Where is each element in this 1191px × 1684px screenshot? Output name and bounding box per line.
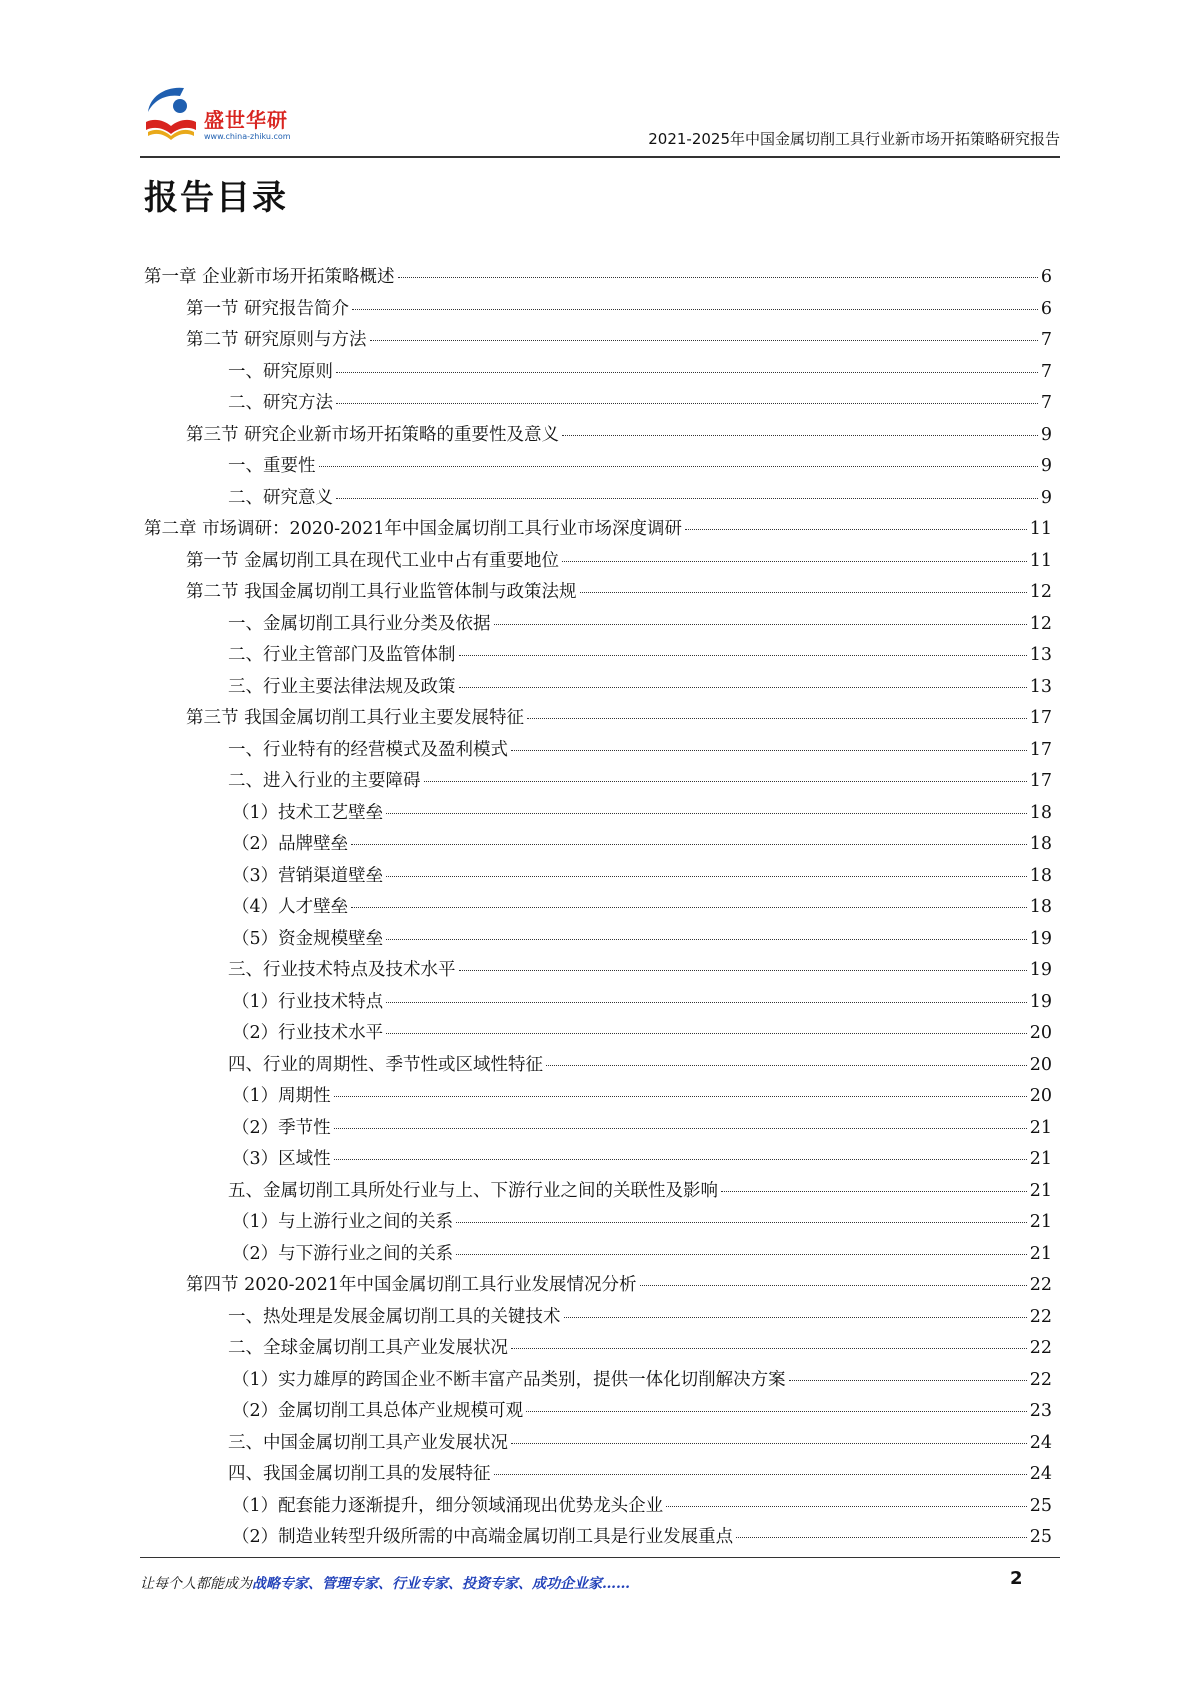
toc-entry-text: 一、重要性 xyxy=(228,456,316,476)
toc-entry-text: 三、行业主要法律法规及政策 xyxy=(228,676,456,697)
toc-entry-page: 7 xyxy=(1040,330,1052,350)
toc-dot-leader xyxy=(789,1380,1027,1381)
toc-entry-page: 20 xyxy=(1029,1086,1052,1106)
toc-entry-text: 一、行业特有的经营模式及盈利模式 xyxy=(228,739,508,760)
toc-dot-leader xyxy=(459,687,1027,688)
toc-dot-leader xyxy=(511,750,1027,751)
toc-entry[interactable] xyxy=(144,987,1052,1019)
toc-entry-page: 7 xyxy=(1040,393,1052,413)
toc-entry-page: 24 xyxy=(1029,1464,1052,1484)
toc-entry-text: （2）品牌壁垒 xyxy=(232,834,349,854)
toc-dot-leader xyxy=(546,1065,1027,1066)
toc-dot-leader xyxy=(640,1285,1027,1286)
toc-entry-text: （2）季节性 xyxy=(232,1117,331,1138)
toc-dot-leader xyxy=(319,466,1038,467)
toc-entry[interactable] xyxy=(144,357,1052,389)
toc-entry[interactable] xyxy=(144,640,1052,672)
report-title: 2021-2025年中国金属切削工具行业新市场开拓策略研究报告 xyxy=(648,130,1060,148)
toc-entry-text: 一、金属切削工具行业分类及依据 xyxy=(228,613,491,634)
toc-entry[interactable] xyxy=(144,829,1052,861)
toc-entry-page: 19 xyxy=(1029,991,1052,1012)
header-divider xyxy=(140,156,1060,158)
toc-entry-text: 第一节 金属切削工具在现代工业中占有重要地位 xyxy=(186,550,560,571)
toc-entry[interactable] xyxy=(144,672,1052,704)
toc-entry[interactable] xyxy=(144,1239,1052,1271)
toc-entry[interactable] xyxy=(144,1081,1052,1113)
toc-entry[interactable] xyxy=(144,861,1052,893)
toc-dot-leader xyxy=(386,939,1027,940)
toc-entry-page: 21 xyxy=(1029,1117,1052,1138)
toc-dot-leader xyxy=(580,592,1027,593)
toc-entry[interactable] xyxy=(144,325,1052,357)
toc-entry-page: 9 xyxy=(1040,487,1052,508)
logo-book-icon xyxy=(140,84,202,146)
toc-entry[interactable] xyxy=(144,514,1052,546)
toc-entry-text: 二、研究意义 xyxy=(228,487,333,508)
toc-entry-text: （2）行业技术水平 xyxy=(232,1023,384,1043)
toc-entry[interactable] xyxy=(144,262,1052,294)
toc-entry-text: 二、全球金属切削工具产业发展状况 xyxy=(228,1338,508,1358)
toc-dot-leader xyxy=(511,1443,1027,1444)
toc-entry[interactable] xyxy=(144,1302,1052,1334)
toc-entry-page: 19 xyxy=(1029,960,1052,980)
toc-dot-leader xyxy=(685,529,1027,530)
toc-entry-page: 9 xyxy=(1040,456,1052,476)
toc-entry-text: 第三节 我国金属切削工具行业主要发展特征 xyxy=(186,708,525,728)
toc-entry-text: 四、行业的周期性、季节性或区域性特征 xyxy=(228,1054,543,1075)
footer-slogan xyxy=(140,1573,630,1593)
toc-entry-page: 9 xyxy=(1040,424,1052,445)
toc-dot-leader xyxy=(386,1033,1027,1034)
toc-entry-text: 二、研究方法 xyxy=(228,393,333,413)
toc-dot-leader xyxy=(336,403,1038,404)
toc-entry[interactable] xyxy=(144,1144,1052,1176)
toc-entry-text: （2）制造业转型升级所需的中高端金属切削工具是行业发展重点 xyxy=(232,1527,734,1547)
toc-entry-text: 一、热处理是发展金属切削工具的关键技术 xyxy=(228,1306,561,1327)
toc-entry-text: （2）与下游行业之间的关系 xyxy=(232,1243,454,1264)
toc-entry[interactable] xyxy=(144,1113,1052,1145)
slogan-highlight: 战略专家、管理专家、行业专家、投资专家、成功企业家…… xyxy=(252,1576,630,1592)
toc-dot-leader xyxy=(527,718,1027,719)
toc-entry-page: 24 xyxy=(1029,1432,1052,1453)
toc-dot-leader xyxy=(494,1474,1027,1475)
toc-entry-text: 二、进入行业的主要障碍 xyxy=(228,771,421,791)
toc-entry-page: 18 xyxy=(1029,802,1052,823)
toc-dot-leader xyxy=(721,1191,1027,1192)
toc-dot-leader xyxy=(511,1348,1027,1349)
toc-dot-leader xyxy=(351,844,1027,845)
toc-dot-leader xyxy=(564,1317,1027,1318)
toc-entry-page: 22 xyxy=(1029,1338,1052,1358)
toc-entry[interactable] xyxy=(144,1491,1052,1523)
toc-entry-page: 25 xyxy=(1029,1495,1052,1516)
toc-entry[interactable] xyxy=(144,1050,1052,1082)
toc-entry-page: 13 xyxy=(1029,676,1052,697)
toc-entry[interactable] xyxy=(144,924,1052,956)
toc-entry-page: 17 xyxy=(1029,708,1052,728)
toc-dot-leader xyxy=(459,970,1027,971)
slogan-prefix: 让每个人都能成为 xyxy=(140,1576,252,1592)
toc-dot-leader xyxy=(334,1128,1027,1129)
toc-entry[interactable] xyxy=(144,420,1052,452)
toc-entry[interactable] xyxy=(144,294,1052,326)
toc-dot-leader xyxy=(334,1096,1027,1097)
toc-entry-page: 6 xyxy=(1040,298,1052,319)
toc-entry-page: 19 xyxy=(1029,928,1052,949)
toc-entry-page: 13 xyxy=(1029,645,1052,665)
toc-entry-page: 11 xyxy=(1029,550,1052,571)
toc-entry[interactable] xyxy=(144,1365,1052,1397)
company-logo xyxy=(140,82,310,146)
toc-entry[interactable] xyxy=(144,1270,1052,1302)
toc-entry-text: 五、金属切削工具所处行业与上、下游行业之间的关联性及影响 xyxy=(228,1180,718,1201)
toc-dot-leader xyxy=(456,1222,1027,1223)
toc-entry[interactable] xyxy=(144,451,1052,483)
table-of-contents xyxy=(144,262,1052,1554)
footer-divider xyxy=(140,1557,1060,1558)
toc-entry[interactable] xyxy=(144,955,1052,987)
toc-entry-page: 22 xyxy=(1029,1369,1052,1390)
toc-entry-text: 第四节 2020-2021年中国金属切削工具行业发展情况分析 xyxy=(186,1275,637,1295)
toc-entry-text: 第二节 研究原则与方法 xyxy=(186,330,367,350)
toc-dot-leader xyxy=(352,309,1038,310)
toc-dot-leader xyxy=(562,435,1038,436)
toc-entry[interactable] xyxy=(144,703,1052,735)
toc-entry-page: 25 xyxy=(1029,1527,1052,1547)
toc-entry[interactable] xyxy=(144,1428,1052,1460)
toc-entry-text: （3）区域性 xyxy=(232,1149,331,1169)
toc-entry[interactable] xyxy=(144,388,1052,420)
toc-entry-page: 18 xyxy=(1029,897,1052,917)
page-header xyxy=(140,82,1060,158)
toc-entry-page: 21 xyxy=(1029,1243,1052,1264)
toc-entry-text: 第一节 研究报告简介 xyxy=(186,298,350,319)
toc-heading: 报告目录 xyxy=(144,178,288,218)
toc-dot-leader xyxy=(386,813,1027,814)
toc-entry-text: 第二节 我国金属切削工具行业监管体制与政策法规 xyxy=(186,582,577,602)
toc-entry[interactable] xyxy=(144,1207,1052,1239)
toc-entry[interactable] xyxy=(144,609,1052,641)
toc-dot-leader xyxy=(666,1506,1027,1507)
toc-entry-page: 20 xyxy=(1029,1054,1052,1075)
toc-dot-leader xyxy=(351,907,1027,908)
toc-entry[interactable] xyxy=(144,798,1052,830)
toc-entry-page: 23 xyxy=(1029,1401,1052,1421)
toc-entry-page: 18 xyxy=(1029,865,1052,886)
toc-entry-text: （2）金属切削工具总体产业规模可观 xyxy=(232,1401,524,1421)
toc-entry-text: 一、研究原则 xyxy=(228,361,333,382)
toc-entry[interactable] xyxy=(144,483,1052,515)
toc-entry-page: 21 xyxy=(1029,1149,1052,1169)
toc-dot-leader xyxy=(386,876,1027,877)
toc-entry-text: 四、我国金属切削工具的发展特征 xyxy=(228,1464,491,1484)
toc-entry-page: 7 xyxy=(1040,361,1052,382)
toc-entry-text: （1）配套能力逐渐提升，细分领域涌现出优势龙头企业 xyxy=(232,1495,664,1516)
toc-dot-leader xyxy=(456,1254,1027,1255)
toc-entry[interactable] xyxy=(144,546,1052,578)
toc-entry-text: （1）实力雄厚的跨国企业不断丰富产品类别，提供一体化切削解决方案 xyxy=(232,1369,786,1390)
toc-entry-page: 17 xyxy=(1029,771,1052,791)
toc-entry-text: （1）与上游行业之间的关系 xyxy=(232,1212,454,1232)
toc-entry[interactable] xyxy=(144,1396,1052,1428)
page-number: 2 xyxy=(1010,1568,1023,1589)
toc-dot-leader xyxy=(459,655,1027,656)
toc-entry-page: 20 xyxy=(1029,1023,1052,1043)
toc-entry[interactable] xyxy=(144,1176,1052,1208)
toc-entry[interactable] xyxy=(144,577,1052,609)
toc-entry-page: 11 xyxy=(1029,519,1052,539)
toc-entry-text: （5）资金规模壁垒 xyxy=(232,928,384,949)
toc-dot-leader xyxy=(562,561,1027,562)
toc-dot-leader xyxy=(398,277,1038,278)
toc-entry-page: 22 xyxy=(1029,1275,1052,1295)
toc-entry-text: 三、行业技术特点及技术水平 xyxy=(228,960,456,980)
toc-dot-leader xyxy=(336,498,1038,499)
toc-entry-text: （3）营销渠道壁垒 xyxy=(232,865,384,886)
toc-entry-page: 12 xyxy=(1029,582,1052,602)
toc-dot-leader xyxy=(736,1537,1027,1538)
toc-dot-leader xyxy=(334,1159,1027,1160)
toc-dot-leader xyxy=(336,372,1038,373)
toc-entry-page: 21 xyxy=(1029,1212,1052,1232)
toc-dot-leader xyxy=(494,624,1027,625)
toc-dot-leader xyxy=(386,1002,1027,1003)
toc-entry[interactable] xyxy=(144,766,1052,798)
toc-entry[interactable] xyxy=(144,735,1052,767)
toc-entry[interactable] xyxy=(144,1459,1052,1491)
toc-entry[interactable] xyxy=(144,1333,1052,1365)
toc-entry-page: 12 xyxy=(1029,613,1052,634)
toc-entry-page: 22 xyxy=(1029,1306,1052,1327)
toc-entry-page: 21 xyxy=(1029,1180,1052,1201)
toc-entry[interactable] xyxy=(144,892,1052,924)
toc-entry-text: （1）行业技术特点 xyxy=(232,991,384,1012)
toc-entry-text: （1）周期性 xyxy=(232,1086,331,1106)
toc-dot-leader xyxy=(424,781,1027,782)
toc-entry-text: 第三节 研究企业新市场开拓策略的重要性及意义 xyxy=(186,424,560,445)
toc-entry[interactable] xyxy=(144,1522,1052,1554)
logo-url: www.china-zhiku.com xyxy=(204,132,291,141)
toc-entry-text: 三、中国金属切削工具产业发展状况 xyxy=(228,1432,508,1453)
toc-entry-text: 第一章 企业新市场开拓策略概述 xyxy=(144,267,395,287)
toc-entry-page: 6 xyxy=(1040,267,1052,287)
toc-entry-page: 18 xyxy=(1029,834,1052,854)
toc-entry[interactable] xyxy=(144,1018,1052,1050)
toc-entry-text: （1）技术工艺壁垒 xyxy=(232,802,384,823)
toc-entry-text: （4）人才壁垒 xyxy=(232,897,349,917)
toc-entry-text: 二、行业主管部门及监管体制 xyxy=(228,645,456,665)
toc-entry-page: 17 xyxy=(1029,739,1052,760)
toc-dot-leader xyxy=(370,340,1038,341)
toc-entry-text: 第二章 市场调研：2020-2021年中国金属切削工具行业市场深度调研 xyxy=(144,519,683,539)
logo-name: 盛世华研 xyxy=(204,108,288,132)
toc-dot-leader xyxy=(526,1411,1027,1412)
